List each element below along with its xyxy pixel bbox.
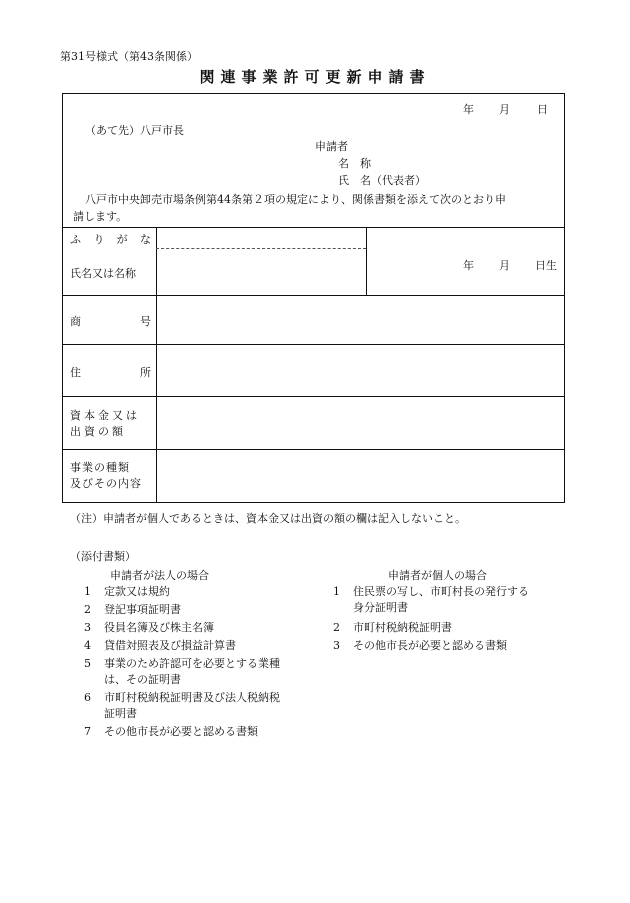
- list-item-text: 市町村税納税証明書及び法人税納税: [104, 691, 280, 704]
- birth-year-label: 年: [463, 259, 474, 272]
- list-item-number: 7: [84, 725, 91, 738]
- list-item-text: 市町村税納税証明書: [353, 621, 452, 634]
- corporate-column-heading: 申請者が法人の場合: [110, 569, 209, 582]
- trade-name-label: 商 号: [70, 315, 151, 328]
- document-title: 関連事業許可更新申請書: [199, 68, 431, 86]
- address-label: 住 所: [70, 366, 151, 379]
- applicant-company-name-label: 名 称: [338, 157, 371, 170]
- attachments-heading: （添付書類）: [70, 550, 136, 563]
- list-item: [84, 656, 280, 688]
- application-form-box: [62, 93, 565, 503]
- form-number-label: 第31号様式（第43条関係）: [60, 50, 198, 63]
- list-item: [333, 638, 507, 654]
- addressee: （あて先）八戸市長: [85, 124, 184, 137]
- list-item-text: 証明書: [104, 707, 137, 720]
- birth-month-label: 月: [499, 259, 510, 272]
- statement-line-1: 八戸市中央卸売市場条例第44条第２項の規定により、関係書類を添えて次のとおり申: [85, 193, 506, 206]
- date-day-label: 日: [537, 103, 548, 116]
- list-item: [84, 724, 258, 740]
- list-item: [84, 620, 214, 636]
- list-item: [333, 584, 529, 616]
- date-year-label: 年: [463, 103, 474, 116]
- list-item-text: 定款又は規約: [104, 585, 170, 598]
- list-item: [84, 602, 181, 618]
- birth-day-label: 日生: [535, 259, 557, 272]
- list-item: [84, 690, 280, 722]
- list-item-number: 1: [333, 585, 340, 598]
- furigana-label: ふ り が な: [70, 233, 151, 246]
- name-label: 氏名又は名称: [70, 267, 136, 280]
- list-item-number: 1: [84, 585, 91, 598]
- list-item-text: 貸借対照表及び損益計算書: [104, 639, 236, 652]
- list-item-number: 3: [333, 639, 340, 652]
- list-item-text: 事業のため許認可を必要とする業種: [104, 657, 280, 670]
- statement-line-2: 請します。: [73, 210, 128, 223]
- business-type-label: 事業の種類 及びその内容: [70, 461, 142, 490]
- applicant-label: 申請者: [315, 140, 348, 153]
- list-item-number: 2: [333, 621, 340, 634]
- list-item-number: 3: [84, 621, 91, 634]
- individual-column-heading: 申請者が個人の場合: [388, 569, 487, 582]
- list-item: [84, 638, 236, 654]
- list-item: [333, 620, 452, 636]
- list-item-text: 身分証明書: [353, 601, 408, 614]
- date-month-label: 月: [499, 103, 510, 116]
- list-item-number: 6: [84, 691, 91, 704]
- list-item-text: 役員名簿及び株主名簿: [104, 621, 214, 634]
- list-item-text: 住民票の写し、市町村長の発行する: [353, 585, 529, 598]
- list-item-text: その他市長が必要と認める書類: [353, 639, 507, 652]
- list-item-text: は、その証明書: [104, 673, 181, 686]
- capital-label: 資本金又は 出資の額: [70, 409, 140, 438]
- list-item-number: 4: [84, 639, 91, 652]
- list-item-text: その他市長が必要と認める書類: [104, 725, 258, 738]
- note-text: （注）申請者が個人であるときは、資本金又は出資の額の欄は記入しないこと。: [70, 512, 466, 525]
- list-item: [84, 584, 170, 600]
- list-item-number: 5: [84, 657, 91, 670]
- applicant-representative-label: 氏 名（代表者）: [338, 174, 426, 187]
- list-item-number: 2: [84, 603, 91, 616]
- list-item-text: 登記事項証明書: [104, 603, 181, 616]
